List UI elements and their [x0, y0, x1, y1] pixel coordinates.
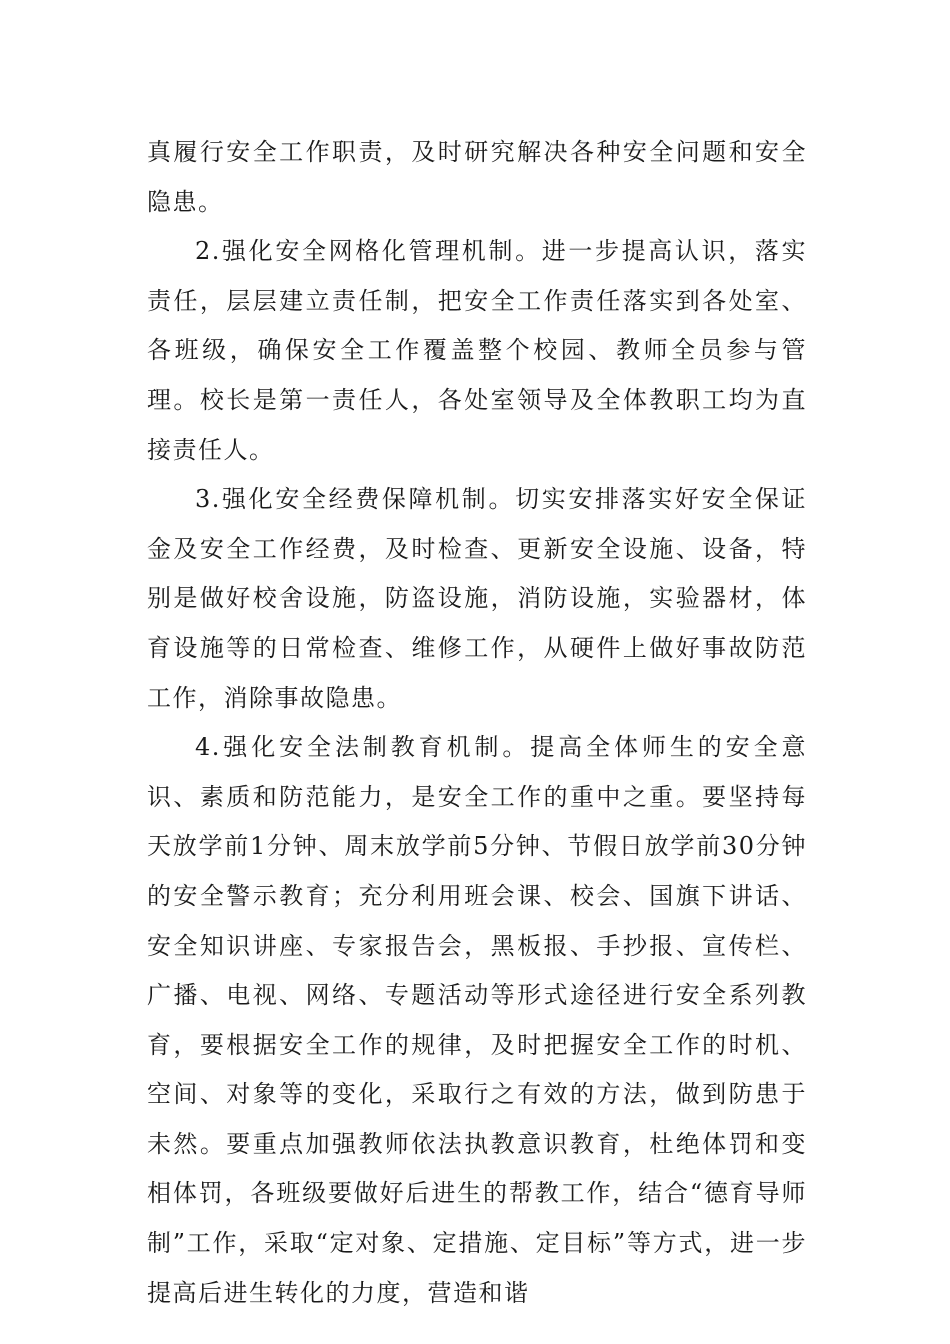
paragraph-item-4: 4.强化安全法制教育机制。提高全体师生的安全意识、素质和防范能力，是安全工作的重中之重。要坚持每天放学前1分钟、周末放学前5分钟、节假日放学前30分钟的安全警示教育；充分利用班会课、校会、国旗下讲话、安全知识讲座、专家报告会，黑板报、手抄报、宣传栏、广播、电视、网络、专题活动等形式途径进行安全系列教育，要根据安全工作的规律，及时把握安全工作的时机、空间、对象等的变化，采取行之有效的方法，做到防患于未然。要重点加强教师依法执教意识教育，杜绝体罚和变相体罚，各班级要做好后进生的帮教工作，结合“德育导师制”工作，采取“定对象、定措施、定目标”等方式，进一步提高后进生转化的力度，营造和谐: [147, 733, 807, 1307]
paragraph-continuation: 真履行安全工作职责，及时研究解决各种安全问题和安全隐患。: [147, 138, 807, 216]
paragraph-item-2: 2.强化安全网格化管理机制。进一步提高认识，落实责任，层层建立责任制，把安全工作责任落实到各处室、各班级，确保安全工作覆盖整个校园、教师全员参与管理。校长是第一责任人，各处室领导及全体教职工均为直接责任人。: [147, 237, 807, 464]
document-body: [147, 128, 807, 1318]
paragraph-item-3: 3.强化安全经费保障机制。切实安排落实好安全保证金及安全工作经费，及时检查、更新安全设施、设备，特别是做好校舍设施，防盗设施，消防设施，实验器材，体育设施等的日常检查、维修工作，从硬件上做好事故防范工作，消除事故隐患。: [147, 485, 807, 712]
